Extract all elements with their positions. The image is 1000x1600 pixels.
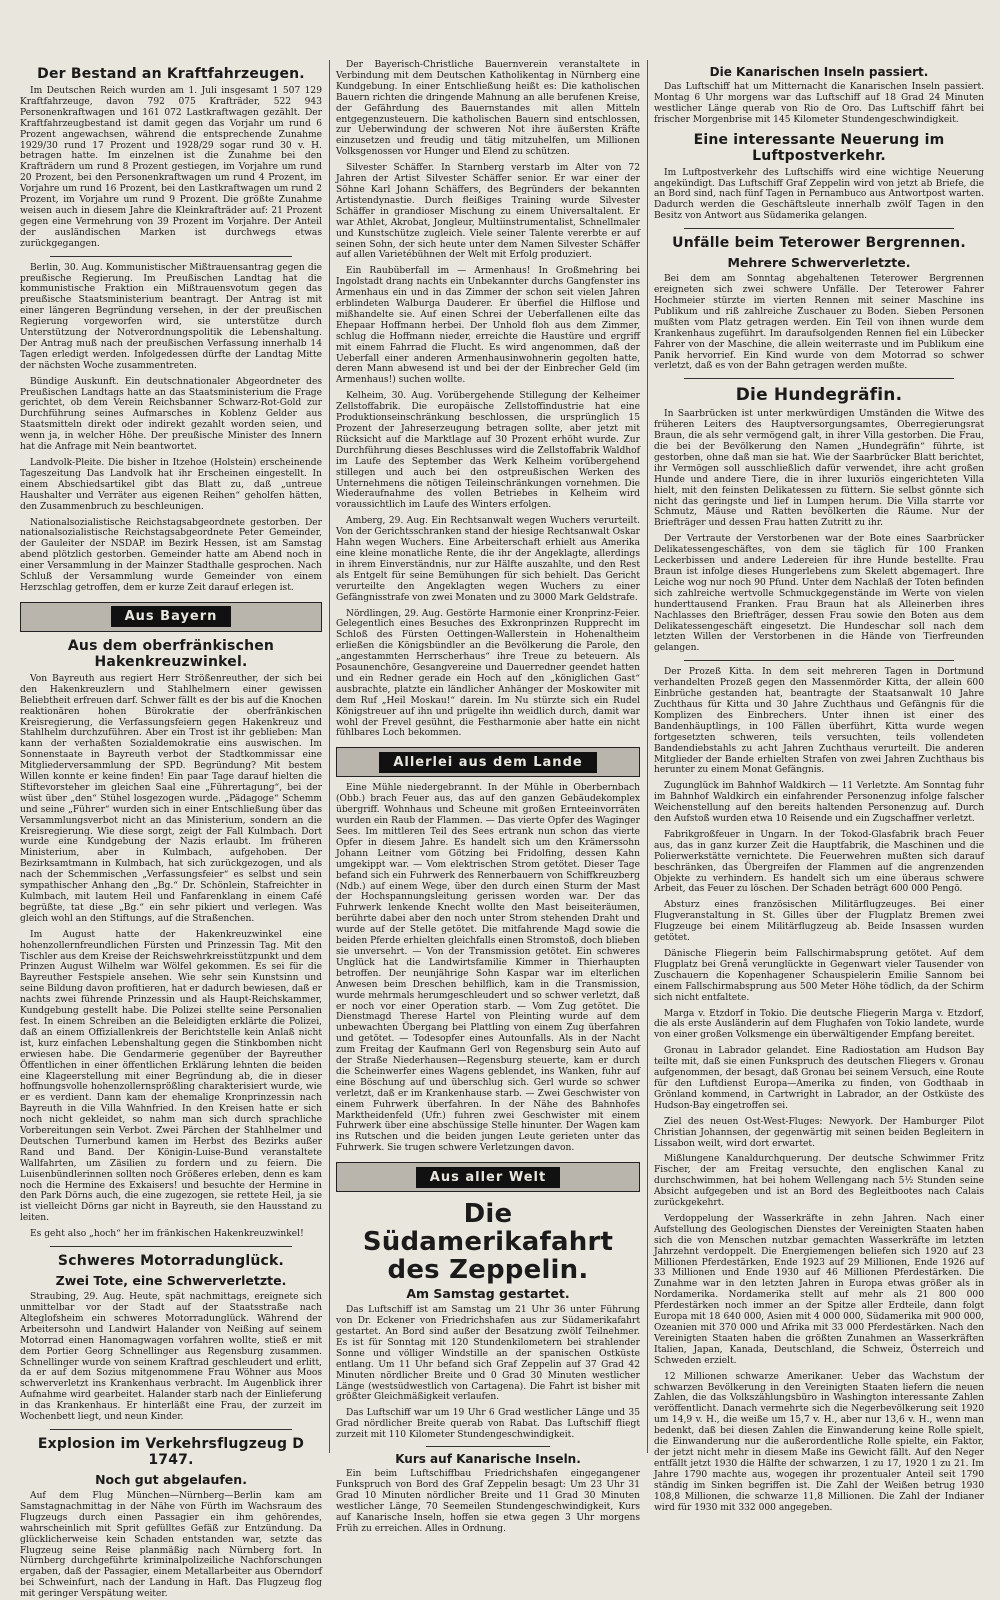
- article-paragraph: Zugunglück im Bahnhof Waldkirch — 11 Verletzte. Am Sonntag fuhr im Bahnhof Waldkirch ein einfahrender Personenzug infolge falscher Weichenstellung auf den bereits haltenden Personenzug auf. Durch den Aufstoß wurden etwa 10 Reisende und ein Zugschaffner verletzt.: [654, 781, 984, 825]
- divider: [684, 228, 954, 229]
- article-paragraph: Das Luftschiff hat um Mitternacht die Kanarischen Inseln passiert. Montag 6 Uhr morgens war das Luftschiff auf 18 Grad 24 Minuten westlicher Länge querab von Rio de Oro. Das Luftschiff fährt bei frischer Morgenbrise mit 145 Kilometer Stundengeschwindigkeit.: [654, 82, 984, 125]
- article-paragraph: Der Bayerisch-Christliche Bauernverein veranstaltete in Verbindung mit dem Deutschen Katholikentag in Nürnberg eine Kundgebung. In einer Entschließung heißt es: Die katholischen Bauern richten die dringende Mahnung an alle berufenen Kreise, der Gefährdung des Bauernstandes mit allen Mitteln entgegenzusteuern. Die katholischen Bauern sind entschlossen, zur Ueberwindung der schweren Not ihre äußersten Kräfte einzusetzen und freudig und tätig mitzuhelfen, um Millionen Volksgenossen vor Hunger und Elend zu schützen.: [336, 60, 640, 158]
- column-left: [20, 60, 322, 1600]
- headline-kraftfahrzeuge: Der Bestand an Kraftfahrzeugen.: [37, 66, 305, 82]
- subheadline: Zwei Tote, eine Schwerverletzte.: [55, 1273, 287, 1289]
- article-paragraph: Im August hatte der Hakenkreuzwinkel eine hohenzollernfreundlichen Fürsten und Prinzessin Tag. Mit den Tischler aus dem Kreise der Reichswehrkreisstützpunkt und dem Prinzen August Wilhelm war Wölfel gekommen. Es sei für die Bayreuther Festspiele ansehen. Wie sehr sein Kunstsinn und seine Bildung davon profitieren, hat er dadurch bewiesen, daß er nachts zwei führende Prinzessin und als Haupt-Reichskammer, Kundgebung gestellt habe. Die Polizei stellte seine Personalien fest. In einem Schreiben an die Beleidigten erklärte die Polizei, daß an einem Offiziallenkreis der Berichtstelle kein Anlaß nicht ist, kurz einfachen Lebenshaltung gegen die Stinkbomben nicht erwiesen habe. Die Gendarmerie gegenüber der Bayreuther Öffentlichen in einer öffentlichen Erklärung lehnten die beiden eine Klageerstellung mit einer Begründung ab, die in dieser hoffnungsvolle hohenzollernsprößling charakterisiert wurde, wie er es verdient. Dann kam der ehemalige Kronprinzessin nach Bayreuth in die Villa Wahnfried. In den Kreisen hatte er sich noch nicht gekleidet, so nahm man sich durch sprachliche Vorbereitungen sein Verbot. Zwei Pärchen der Stahlhelmer und Deutschen Turnerbund kamen im Herbst des Bezirks außer Rand und Band. Der Königin-Luise-Bund veranstaltete Wallfahrten, um Zäsilien zu fordern und zu feiern. Die Luisenbündlerinnen sollten noch Größeres erleben, denn es kam noch die Hermine des Exkaisers! und besuchte der Hermine in den Park Dörns auch, die eine zugezogen, sie rettete Heil, ja sie ist vielleicht Dörns gar nicht in Bayreuth, sie den Hausstand zu leiten.: [20, 929, 322, 1224]
- article-paragraph: Landvolk-Pleite. Die bisher in Itzehoe (Holstein) erscheinende Tageszeitung Das Landvolk hat ihr Erscheinen eingestellt. In einem Abschiedsartikel gibt das Blatt zu, daß „untreue Haushalter und Verräter aus eigenen Reihen“ geholfen hätten, den Zusammenbruch zu beschleunigen.: [20, 458, 322, 512]
- article-paragraph: Absturz eines französischen Militärflugzeuges. Bei einer Flugveranstaltung in St. Gilles über der Flugplatz Bremen zwei Flugzeuge bei einem Militärflugzeug ab. Beide Insassen wurden getötet.: [654, 900, 984, 944]
- article-paragraph: 12 Millionen schwarze Amerikaner. Ueber das Wachstum der schwarzen Bevölkerung in den Vereinigten Staaten liefern die neuen Zahlen, die das Volkszählungsbüro in Washington interessante Zahlen veröffentlicht. Danach vermehrte sich die Negerbevölkerung seit 1920 um 14,9 v. H., die weiße um 15,7 v. H., aber nur 13,6 v. H., wenn man bedenkt, daß bei diesen Zahlen die Einwanderung keine Rolle spielt, die Einwanderung nur die außerordentliche Rolle spielte, ein Faktor, der jetzt nicht mehr in diesem Maße ins Gewicht fällt. Auf den Neger entfällt jetzt 1930 die Hälfte der schwarzen, 1 zu 17, 1920 1 zu 21. Im Jahre 1790 machte aus, wogegen ihr prozentualer Anteil seit 1790 ständig im Sinken begriffen ist. Die Zahl der Weißen betrug 1930 108,8 Millionen, die schwarze 11,8 Millionen. Die Zahl der Indianer wird für 1930 mit 332 000 angegeben.: [654, 1371, 984, 1513]
- article-paragraph: Von Bayreuth aus regiert Herr Strößenreuther, der sich bei den Hakenkreuzlern und Stahlhelmern einer gewissen Beliebtheit erfreuen darf. Schwer fällt es der bis auf die Knochen reaktionären hohen Bürokratie der oberfränkischen Kreisregierung, die Verfassungsfeiern gegen Hakenkreuz und Stahlhelm durchzuführen. Aber ein Trost ist ihr geblieben: Man kann der verhaßten Sozialdemokratie eins auswischen. Im Sonnenstaate in Bayreuth verbot der Stadtkommissar eine Mitgliederversammlung der SPD. Begründung? Mit bestem Willen konnte er keine finden! Ein paar Tage darauf hielten die Stiftevorsteher im gleichen Saal eine „Führertagung“, bei der wüst über „den“ Stühel losgezogen wurde. „Pädagoge“ Schemm und seine „Führer“ wurden sich in einer Entschließung über das Versammlungsverbot nicht an das Ministerium, sondern an die Kreisregierung. Wie diese sorgt, zeigt der Fall Kulmbach. Dort wurde eine Kundgebung der Nazis erlaubt. Im früheren Ministerium, aber in Kulmbach, aufgehoben. Der Bezirksamtmann in Kulmbach, hat sich zurückgezogen, und als nach der Schemmischen „Verfassungsfeier“ es selbst und sein sympathischer Anhang den „Bg.“ Dr. Schönlein, Stafreichter in Kulmbach, mit lautem Heil und Fanfarenklang in einem Café begrüßte, tat diese „Bg.“ ein sehr pikiert und verlegen. Was gleich wohl an den Stiftungs, auf die Straßenchen.: [20, 673, 322, 924]
- column-right: [654, 60, 984, 1513]
- article-paragraph: Straubing, 29. Aug. Heute, spät nachmittags, ereignete sich unmittelbar vor der Stadt auf der Staatsstraße nach Alteglofsheim ein schweres Motorradunglück. Während der Arbeitersohn und Landwirt Halander von Neißing auf seinem Motorrad einen Hanomagwagen vorfahren wollte, stieß er mit dem Portier Georg Schnellinger aus Regensburg zusammen. Schnellinger wurde von seinem Kraftrad geschleudert und erlitt, da er auf dem Sozius mitgenommene Frau Wöhner aus Moos schwerverletzt ins Krankenhaus verbracht. Im Augenblick ihrer Aufnahme wird gearbeitet. Halander starb nach der Einlieferung in das Krankenhaus. Er hinterläßt eine Frau, der zurzeit im Wochenbett liegt, und neun Kinder.: [20, 1292, 322, 1423]
- article-paragraph: Kelheim, 30. Aug. Vorübergehende Stillegung der Kelheimer Zellstoffabrik. Die europäische Zellstoffindustrie hat eine Produktionseinschränkung beschlossen, die ursprünglich 15 Prozent der Jahreserzeugung betragen sollte, aber jetzt mit Rücksicht auf die Marktlage auf 30 Prozent erhöht wurde. Zur Durchführung dieses Beschlusses wird die Zellstoffabrik Waldhof im Laufe des September das Werk Kelheim vorübergehend stillegen und auch bei den ostpreußischen Werken des Unternehmens die nötigen Teileinschränkungen vornehmen. Die Wiederaufnahme des vollen Betriebes in Kelheim wird voraussichtlich im Laufe des Winters erfolgen.: [336, 391, 640, 511]
- headline-explosion: Explosion im Verkehrsflugzeug D 1747.: [37, 1435, 305, 1468]
- article-paragraph: Das Luftschiff ist am Samstag um 21 Uhr 36 unter Führung von Dr. Eckener von Friedrichshafen aus zur Südamerikafahrt gestartet. An Bord sind außer der Besatzung zwölf Teilnehmer. Es ist für Sonntag mit 120 Stundenkilometern bei strahlender Sonne und völliger Windstille an der spanischen Ostküste entlang. Um 11 Uhr befand sich Graf Zeppelin auf 37 Grad 42 Minuten nördlicher Breite und 0 Grad 30 Minuten westlicher Länge (westsüdwestlich von Cartagena). Die Fahrt ist bisher mit größter Gleichmäßigkeit verlaufen.: [336, 1305, 640, 1403]
- headline-luftpost: Eine interessante Neuerung im Luftpostverkehr.: [693, 131, 945, 164]
- headline-motorradunglueck: Schweres Motorradunglück.: [57, 1253, 285, 1270]
- divider: [50, 1429, 292, 1430]
- article-paragraph: Ziel des neuen Ost-West-Fluges: Newyork. Der Hamburger Pilot Christian Johannsen, der gegenwärtig mit seinen beiden Begleitern in Lissabon weilt, wird dort erwartet.: [654, 1116, 984, 1149]
- section-banner-label: Aus Bayern: [111, 606, 232, 627]
- article-paragraph: Mißlungene Kanaldurchquerung. Der deutsche Schwimmer Fritz Fischer, der am Freitag versuchte, den englischen Kanal zu durchschwimmen, hat bei hohem Wellengang nach 5½ Stunden seine Absicht aufgegeben und ist an Bord des Begleitbootes nach Calais zurückgekehrt.: [654, 1154, 984, 1209]
- subheadline: Noch gut abgelaufen.: [95, 1471, 247, 1487]
- divider: [50, 1246, 292, 1247]
- article-paragraph: Das Luftschiff war um 19 Uhr 6 Grad westlicher Länge und 35 Grad nördlicher Breite querab von Rabat. Das Luftschiff fliegt zurzeit mit 110 Kilometer Stundengeschwindigkeit.: [336, 1408, 640, 1441]
- article-paragraph: In Saarbrücken ist unter merkwürdigen Umständen die Witwe des früheren Leiters des Hauptversorgungsamtes, Oberregierungsrat Braun, die als sehr vermögend galt, in ihrer Villa gestorben. Die Frau, die bei der Bevölkerung den Namen „Hundegräfin“ führte, ist gestorben, ohne daß man sie hat. Wie der Saarbrücker Blatt berichtet, ihr Vermögen soll ausschließlich dafür verwendet, ihre acht großen Hunde und andere Tiere, die in ihrer luxuriös eingerichteten Villa hielt, mit den feinsten Delikatessen zu füttern. Sie selbst gönnte sich nicht das geringste und lief in Lumpen herum. Die Villa starrte vor Schmutz, Mäuse und Ratten bevölkerten die Räume. Nur der Briefträger und dessen Frau hatten Zutritt zu ihr.: [654, 409, 984, 529]
- headline-teterow: Unfälle beim Teterower Bergrennen.: [672, 235, 966, 252]
- divider: [426, 1446, 550, 1447]
- article-paragraph: Berlin, 30. Aug. Kommunistischer Mißtrauensantrag gegen die preußische Regierung. Im Preußischen Landtag hat die kommunistische Fraktion ein Mißtrauensvotum gegen das preußische Staatsministerium beantragt. Der Antrag ist mit einer längeren Begründung versehen, in der der preußischen Regierung vorgeworfen wird, sie unterstütze durch Unterstützung der Notverordnungspolitik die Lebenshaltung. Der Antrag muß nach der preußischen Verfassung innerhalb 14 Tagen erledigt werden. Infolgedessen dürfte der Landtag Mitte der nächsten Woche zusammentreten.: [20, 262, 322, 371]
- article-paragraph: Gronau in Labrador gelandet. Eine Radiostation am Hudson Bay teilte mit, daß sie einen Funkspruch des deutschen Fliegers v. Gronau aufgenommen, der besagt, daß Gronau bei seinem Versuch, eine Route für den Luftdienst Europa—Amerika zu finden, von Godthaab in Grönland kommend, in Cartwright in Labrador, an der Ostküste des Hudson-Bay eingetroffen sei.: [654, 1046, 984, 1111]
- article-paragraph: Der Prozeß Kitta. In dem seit mehreren Tagen in Dortmund verhandelten Prozeß gegen den Massenmörder Kitta, der allein 600 Einbrüche gestanden hat, beantragte der Staatsanwalt 10 Jahre Zuchthaus für Kitta und 30 Jahre Zuchthaus und Gefängnis für die Komplizen des Einbrechers. Unter ihnen ist einer des Bandenhäuptlings, in 100 Fällen überführt, Kitta wurde wegen fortgesetzten schweren, teils versuchten, teils vollendeten Bandendiebstahls zu acht Jahren Zuchthaus verurteilt. Die anderen Mitglieder der Bande erhielten Strafen von zwei Jahren Zuchthaus bis herunter zu einem Monat Gefängnis.: [654, 667, 984, 776]
- article-paragraph: Im Luftpostverkehr des Luftschiffs wird eine wichtige Neuerung angekündigt. Das Luftschiff Graf Zeppelin wird von jetzt ab Briefe, die an Bord sind, nach fünf Tagen in Pernambuco aus Antwortpost warten. Dadurch werden die Geschäftsleute innerhalb zwölf Tagen in den Besitz von Antwort aus Südamerika gelangen.: [654, 167, 984, 222]
- headline-kanarische-inseln: Kurs auf Kanarische Inseln.: [395, 1452, 581, 1467]
- article-paragraph: Der Vertraute der Verstorbenen war der Bote eines Saarbrücker Delikatessengeschäftes, von dem sie täglich für 100 Franken Leckerbissen und andere Ledereien für ihre Hunde bestellte. Frau Braun ist infolge dieses Hungerlebens zum Skelett abgemagert. Ihre Leiche wog nur noch 90 Pfund. Unter dem Nachlaß der Toten befinden sich zahlreiche wertvolle Schmuckgegenstände im Werte von vielen hunderttausend Franken. Frau Braun hat als Alleinerben ihres Nachlasses den Briefträger, dessen Frau sowie den Boten aus dem Delikatessengeschäft eingesetzt. Die Hundeschar soll nach dem letzten Willen der Verstorbenen in die Hände von Tierfreunden gelangen.: [654, 534, 984, 654]
- article-paragraph: Marga v. Etzdorf in Tokio. Die deutsche Fliegerin Marga v. Etzdorf, die als erste Ausländerin auf dem Flughafen von Tokio landete, wurde von einer großen Volksmenge ein überwältigender Empfang bereitet.: [654, 1008, 984, 1041]
- divider: [50, 256, 292, 257]
- article-paragraph: Ein beim Luftschiffbau Friedrichshafen eingegangener Funkspruch von Bord des Graf Zeppelin besagt: Um 23 Uhr 31 Grad 10 Minuten nördlicher Breite und 11 Grad 30 Minuten westlicher Länge, 70 Seemeilen Stundengeschwindigkeit, Kurs auf Kanarische Inseln, hoffen sie etwa gegen 3 Uhr morgens Früh zu erreichen. Alles in Ordnung.: [336, 1469, 640, 1534]
- article-paragraph: Amberg, 29. Aug. Ein Rechtsanwalt wegen Wuchers verurteilt. Von der Gerichtsschranken stand der hiesige Rechtsanwalt Oskar Hahn wegen Wuchers. Eine Arbeiterschaft erhielt aus Amerika eine kleine monatliche Rente, die ihr der Angeklagte, allerdings in ihrem Einverständnis, nur zur Hälfte auszahlte, und den Rest als Entgelt für seine Bemühungen für sich behielt. Das Gericht verurteilte den Angeklagten wegen Wuchers zu einer Gefängnisstrafe von zwei Monaten und zu 3000 Mark Geldstrafe.: [336, 516, 640, 603]
- column-middle: [336, 60, 640, 1534]
- article-paragraph: Bündige Auskunft. Ein deutschnationaler Abgeordneter des Preußischen Landtags hatte an das Staatsministerium die Frage gerichtet, ob dem Verein Reichsbanner Schwarz-Rot-Gold zur Durchführung seines Aufmarsches in Koblenz Gelder aus Staatsmitteln direkt oder indirekt gezahlt worden seien, und wenn ja, in welcher Höhe. Der preußische Minister des Innern hat die Anfrage mit Nein beantwortet.: [20, 376, 322, 453]
- section-banner: [20, 602, 322, 632]
- divider: [684, 660, 954, 661]
- article-paragraph: Ein Raubüberfall im — Armenhaus! In Großmehring bei Ingolstadt drang nachts ein Unbekannter durchs Gangfenster ins Armenhaus ein und in das Zimmer der schon seit vielen Jahren erblindeten Walburga Dauderer. Er überfiel die Hilflose und mißhandelte sie. Auf einen Schrei der Ueberfallenen eilte das Ehepaar Hoffmann herbei. Der Unhold floh aus dem Zimmer, schlug die Hoffmann nieder, erreichte die Haustüre und ergriff mit einem Fahrrad die Flucht. Es wird angenommen, daß der Ueberfall einer anderen Armenhausinwohnerin gegolten hatte, deren Mann abwesend ist und bei der der Einbrecher Geld (im Armenhaus!) suchen wollte.: [336, 266, 640, 386]
- headline-hundegraefin: Die Hundegräfin.: [735, 385, 903, 406]
- column-rule: [647, 60, 648, 1453]
- article-paragraph: Fabrikgroßfeuer in Ungarn. In der Tokod-Glasfabrik brach Feuer aus, das in ganz kurzer Zeit die Hauptfabrik, die Maschinen und die Polierwerkstätte vernichtete. Die Feuerwehren mußten sich darauf beschränken, das Übergreifen der Flammen auf die angrenzenden Objekte zu verhindern. Es handelt sich um eine überaus schwere Arbeit, das Feuer zu löschen. Der Schaden beträgt 600 000 Pengö.: [654, 829, 984, 895]
- article-paragraph: Silvester Schäffer. In Starnberg verstarb im Alter von 72 Jahren der Artist Silvester Schäffer senior. Er war einer der Söhne Karl Johann Schäffers, des Begründers der bekannten Artistendynastie. Durch fleißiges Training wurde Silvester Schäffer in grandioser Mischung zu einem Universaltalent. Er war Athlet, Akrobat, Jongleur, Multiinstrumentalist, Schnellmaler und Kunstschütze zugleich. Viele seiner Talente vererbte er auf seinen Sohn, der sich heute unter dem Namen Silvester Schäffer auf allen Varietébühnen der Welt mit Erfolg produziert.: [336, 163, 640, 261]
- section-banner: [336, 747, 640, 777]
- section-banner-label: Allerlei aus dem Lande: [379, 752, 596, 773]
- section-banner-label: Aus aller Welt: [416, 1167, 560, 1188]
- section-banner: [336, 1162, 640, 1192]
- article-paragraph: Auf dem Flug München—Nürnberg—Berlin kam am Samstagnachmittag in der Nähe von Fürth im Wachsraum des Flugzeugs durch einen Passagier ein ihm gehörendes, wahrscheinlich mit Sprit gefülltes Gefäß zur Entzündung. Da glücklicherweise kein Schaden entstanden war, setzte das Flugzeug seine Reise planmäßig nach Nürnberg fort. In Nürnberg durchgeführte kriminalpolizeiliche Nachforschungen ergaben, daß der Passagier, einem Metallarbeiter aus Oberndorf bei Schweinfurt, nach der Landung in Haft. Das Flugzeug flog mit geringer Verspätung weiter.: [20, 1490, 322, 1600]
- headline-inseln-passiert: Die Kanarischen Inseln passiert.: [709, 65, 929, 79]
- article-paragraph: Eine Mühle niedergebrannt. In der Mühle in Oberbernbach (Obb.) brach Feuer aus, das auf den ganzen Gebäudekomplex übergriff. Wohnhaus und Scheune mit großen Ernteeinvorräten wurden ein Raub der Flammen. — Das vierte Opfer des Waginger Sees. Im mittleren Teil des Sees ertrank nun schon das vierte Opfer in diesem Jahre. Es handelt sich um den Krämerssohn Johann Leitner vom Götzing bei Fridolfing, dessen Kahn umgekippt war. — Vom elektrischen Strom getötet. Dieser Tage befand sich ein Fuhrwerk des Rennerbauern von Schiffkreuzberg (Ndb.) auf einem Wege, über den durch einen Sturm der Mast der Hochspannungsleitung gerissen worden war. Der das Fuhrwerk lenkende Knecht wollte den Mast beiseiteräumen, berührte dabei aber den noch unter Strom stehenden Draht und wurde auf der Stelle getötet. Die mitfahrende Magd sowie die beiden Pferde erhielten gleichfalls einen Stromstoß, doch blieben sie unversehrt. — Von der Transmission getötet. Ein schweres Unglück hat die Landwirtsfamilie Kimmer in Thierhaupten betroffen. Der neunjährige Sohn Kaspar war im elterlichen Anwesen beim Dreschen behilflich, kam in die Transmission, wurde mehrmals herumgeschleudert und so schwer verletzt, daß er noch vor einer Operation starb. — Vom Zug getötet. Die Dienstmagd Therese Hartel von Pleinting wurde auf dem unbewachten Übergang bei Plattling von einem Zug überfahren und getötet. — Todesopfer eines Autounfalls. Als in der Nacht zum Freitag der Kaufmann Gerl von Regensburg sein Auto auf der Straße Niederhausen—Regensburg steuerte, kam er durch die Scheinwerfer eines Wagens geblendet, ins Wanken, fuhr auf eine Böschung auf und überschlug sich. Gerl wurde so schwer verletzt, daß er im Krankenhause starb. — Zwei Geschwister von einem Fuhrwerk überfahren. In der Nähe des Bahnhofes Marktheidenfeld (Ufr.) fuhren zwei Geschwister mit einem Fuhrwerk über eine abschüssige Stelle hinunter. Der Wagen kam ins Rutschen und die beiden jungen Leute gerieten unter das Fuhrwerk. Sie trugen schwere Verletzungen davon.: [336, 783, 640, 1154]
- subheadline: Am Samstag gestartet.: [406, 1286, 570, 1302]
- article-paragraph: Es geht also „hoch“ her im fränkischen Hakenkreuzwinkel!: [30, 1229, 304, 1240]
- article-paragraph: Nationalsozialistische Reichstagsabgeordnete gestorben. Der nationalsozialistische Reichstagsabgeordnete Peter Gemeinder, der Gauleiter der NSDAP. im Bezirk Hessen, ist am Samstag abend plötzlich gestorben. Gemeinder hatte am Abend noch in einer Versammlung in der Mainzer Stadthalle gesprochen. Nach Schluß der Versammlung wurde Gemeinder von einem Herzschlag getroffen, dem er kurze Zeit darauf erlegen ist.: [20, 517, 322, 593]
- column-rule: [329, 60, 330, 1453]
- divider: [684, 378, 954, 379]
- headline-zeppelin: Die Südamerikafahrt des Zeppelin.: [362, 1199, 614, 1286]
- article-paragraph: Nördlingen, 29. Aug. Gestörte Harmonie einer Kronprinz-Feier. Gelegentlich eines Besuches des Exkronprinzen Rupprecht im Schloß des Fürsten Oettingen-Wallerstein in Hohenaltheim erließen die Königsbündler an die Bevölkerung die Parole, den „angestammten Herrscherhaus“ ihre Treue zu beteuern. Als Posaunenchöre, Gesangvereine und Dauerredner geendet hatten und ein Redner gerade ein Hoch auf den „königlichen Gast“ ausbrachte, platzte ein ländlicher Anhänger der Moskowiter mit dem Ruf „Heil Moskau!“ darein. Im Nu stürzte sich ein Rudel Königstreuer auf ihn und prügelte ihn weidlich durch, damit war wohl der Frevel gesühnt, die Festharmonie aber hatte ein nicht fühlbares Loch bekommen.: [336, 608, 640, 739]
- article-paragraph: Dänische Fliegerin beim Fallschirmabsprung getötet. Auf dem Flugplatz bei Grenå verunglückte in Gegenwart vieler Tausender von Zuschauern die Kopenhagener Schauspielerin Emilie Sannom bei einem Fallschirmabsprung aus 500 Meter Höhe tödlich, da der Schirm sich nicht entfaltete.: [654, 949, 984, 1003]
- article-paragraph: Bei dem am Sonntag abgehaltenen Teterower Bergrennen ereigneten sich zwei schwere Unfälle. Der Teterower Fahrer Hochmeier stürzte im vierten Rennen mit seiner Maschine ins Publikum und riß zahlreiche Zuschauer zu Boden. Sieben Personen mußten vom Platz getragen werden. Ein Teil von ihnen wurde dem Krankenhaus zugeführt. Im daraufsolgenden Rennen fiel ein Lübecker Fahrer von der Maschine, die allein weiterraste und im Publikum eine Panik hervorrief. Ein Kind wurde von dem Motorrad so schwer verletzt, daß es von der Bahn getragen werden mußte.: [654, 274, 984, 372]
- subheadline: Mehrere Schwerverletzte.: [727, 255, 911, 271]
- article-paragraph: Im Deutschen Reich wurden am 1. Juli insgesamt 1 507 129 Kraftfahrzeuge, davon 792 075 Krafträder, 522 943 Personenkraftwagen und 161 072 Lastkraftwagen gezählt. Der Kraftfahrzeugbestand ist damit gegen das Vorjahr um rund 6 Prozent angewachsen, während die entsprechende Zunahme 1929/30 rund 17 Prozent und 1928/29 sogar rund 30 v. H. betragen hatte. Im einzelnen ist die Zunahme bei den Krafträdern um rund 8 Prozent gestiegen, im Vorjahre um rund 20 Prozent, bei den Personenkraftwagen um rund 4 Prozent, im Vorjahre um rund 16 Prozent, bei den Lastkraftwagen um rund 2 Prozent, im Vorjahre um rund 9 Prozent. Die größte Zunahme weisen auch in diesem Jahre die Kleinkrafträder auf: 21 Prozent gegen eine Vermehrung von 39 Prozent im Vorjahre. Der Anteil der ausländischen Marken ist durchwegs etwas zurückgegangen.: [20, 86, 322, 249]
- article-paragraph: Verdoppelung der Wasserkräfte in zehn Jahren. Nach einer Aufstellung des Geologischen Dienstes der Vereinigten Staaten haben sich die von Menschen nutzbar gemachten Wasserkräfte im letzten Jahrzehnt verdoppelt. Die Energiemengen beliefen sich 1920 auf 23 Millionen Pferdestärken, Ende 1923 auf 29 Millionen, Ende 1926 auf 33 Millionen und Ende 1930 auf 46 Millionen Pferdestärken. Die Zunahme war in den letzten Jahren in Europa etwas größer als in Nordamerika. Nordamerika stellt auf mehr als 21 800 000 Pferdestärken noch immer an der Spitze aller Erdteile, dann folgt Europa mit 18 640 000, Asien mit 4 000 000, Südamerika mit 900 000, Ozeanien mit 370 000 und Afrika mit 33 000 Pferdestärken. Nach den Vereinigten Staaten haben die größten Zunahmen an Wasserkräften Italien, Japan, Kanada, Deutschland, die Schweiz, Österreich und Schweden erzielt.: [654, 1213, 984, 1366]
- headline-hakenkreuzwinkel: Aus dem oberfränkischen Hakenkreuzwinkel.: [67, 637, 275, 670]
